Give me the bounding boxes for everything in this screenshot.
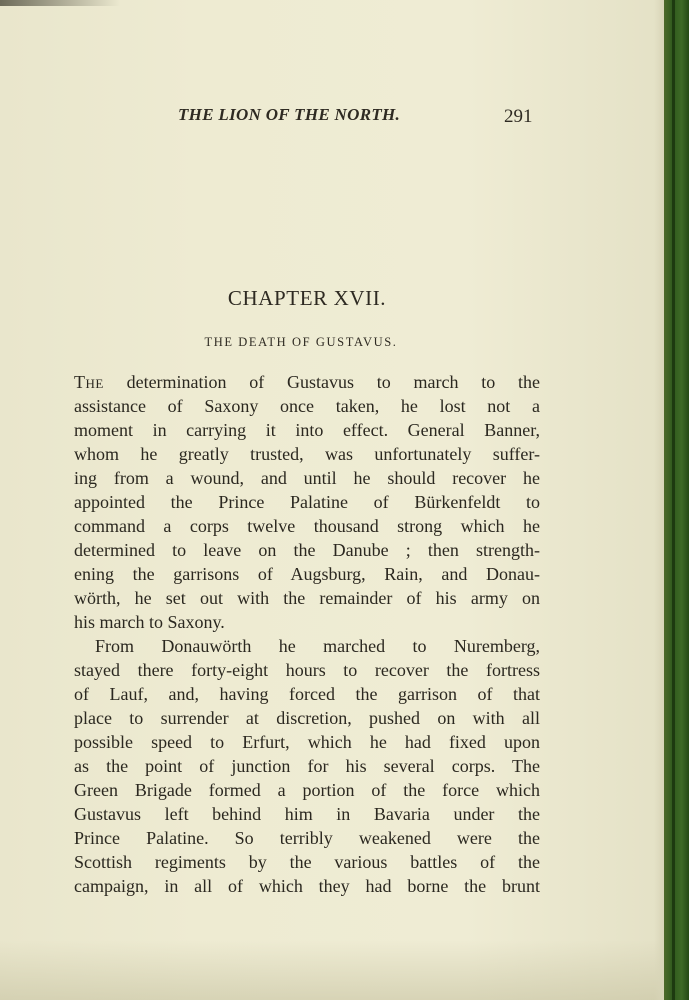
text-line: ing from a wound, and until he should recover he <box>74 468 540 488</box>
body-text <box>74 370 540 898</box>
book-cover-edge <box>664 0 689 1000</box>
text-line: place to surrender at discretion, pushed on with all <box>74 708 540 728</box>
text-line: determined to leave on the Danube ; then strength- <box>74 540 540 560</box>
text-line: appointed the Prince Palatine of Bürkenfeldt to <box>74 492 540 512</box>
text-line: his march to Saxony. <box>74 612 225 632</box>
cover-binding-line <box>672 0 675 1000</box>
text-line: Gustavus left behind him in Bavaria under the <box>74 804 540 824</box>
text-line: campaign, in all of which they had borne the brunt <box>74 876 540 896</box>
chapter-subtitle: THE DEATH OF GUSTAVUS. <box>204 335 398 349</box>
scan-corner-shadow <box>0 0 120 6</box>
chapter-title: CHAPTER XVII. <box>227 286 387 310</box>
text-line: possible speed to Erfurt, which he had fixed upon <box>74 732 540 752</box>
text-line: Green Brigade formed a portion of the force which <box>74 780 540 800</box>
text-line: moment in carrying it into effect. General Banner, <box>74 420 540 440</box>
text-line: wörth, he set out with the remainder of his army on <box>74 588 540 608</box>
text-line: of Lauf, and, having forced the garrison of that <box>74 684 540 704</box>
text-line: ening the garrisons of Augsburg, Rain, and Donau- <box>74 564 540 584</box>
text-line: Scottish regiments by the various battles of the <box>74 852 540 872</box>
drop-word: The <box>74 372 104 392</box>
page-bottom-shade <box>0 940 664 1000</box>
text-line: assistance of Saxony once taken, he lost not a <box>74 396 540 416</box>
running-head: THE LION OF THE NORTH. <box>178 105 401 124</box>
page-number: 291 <box>504 106 533 127</box>
text-line: stayed there forty-eight hours to recover the fortress <box>74 660 540 680</box>
page-gutter-edge <box>654 0 664 1000</box>
text-line: command a corps twelve thousand strong which he <box>74 516 540 536</box>
text-line: From Donauwörth he marched to Nuremberg, <box>95 636 540 656</box>
text-line: The determination of Gustavus to march to the <box>74 372 540 392</box>
text-line: whom he greatly trusted, was unfortunately suffer- <box>74 444 540 464</box>
text-line: Prince Palatine. So terribly weakened were the <box>74 828 540 848</box>
text-line: as the point of junction for his several corps. The <box>74 756 540 776</box>
